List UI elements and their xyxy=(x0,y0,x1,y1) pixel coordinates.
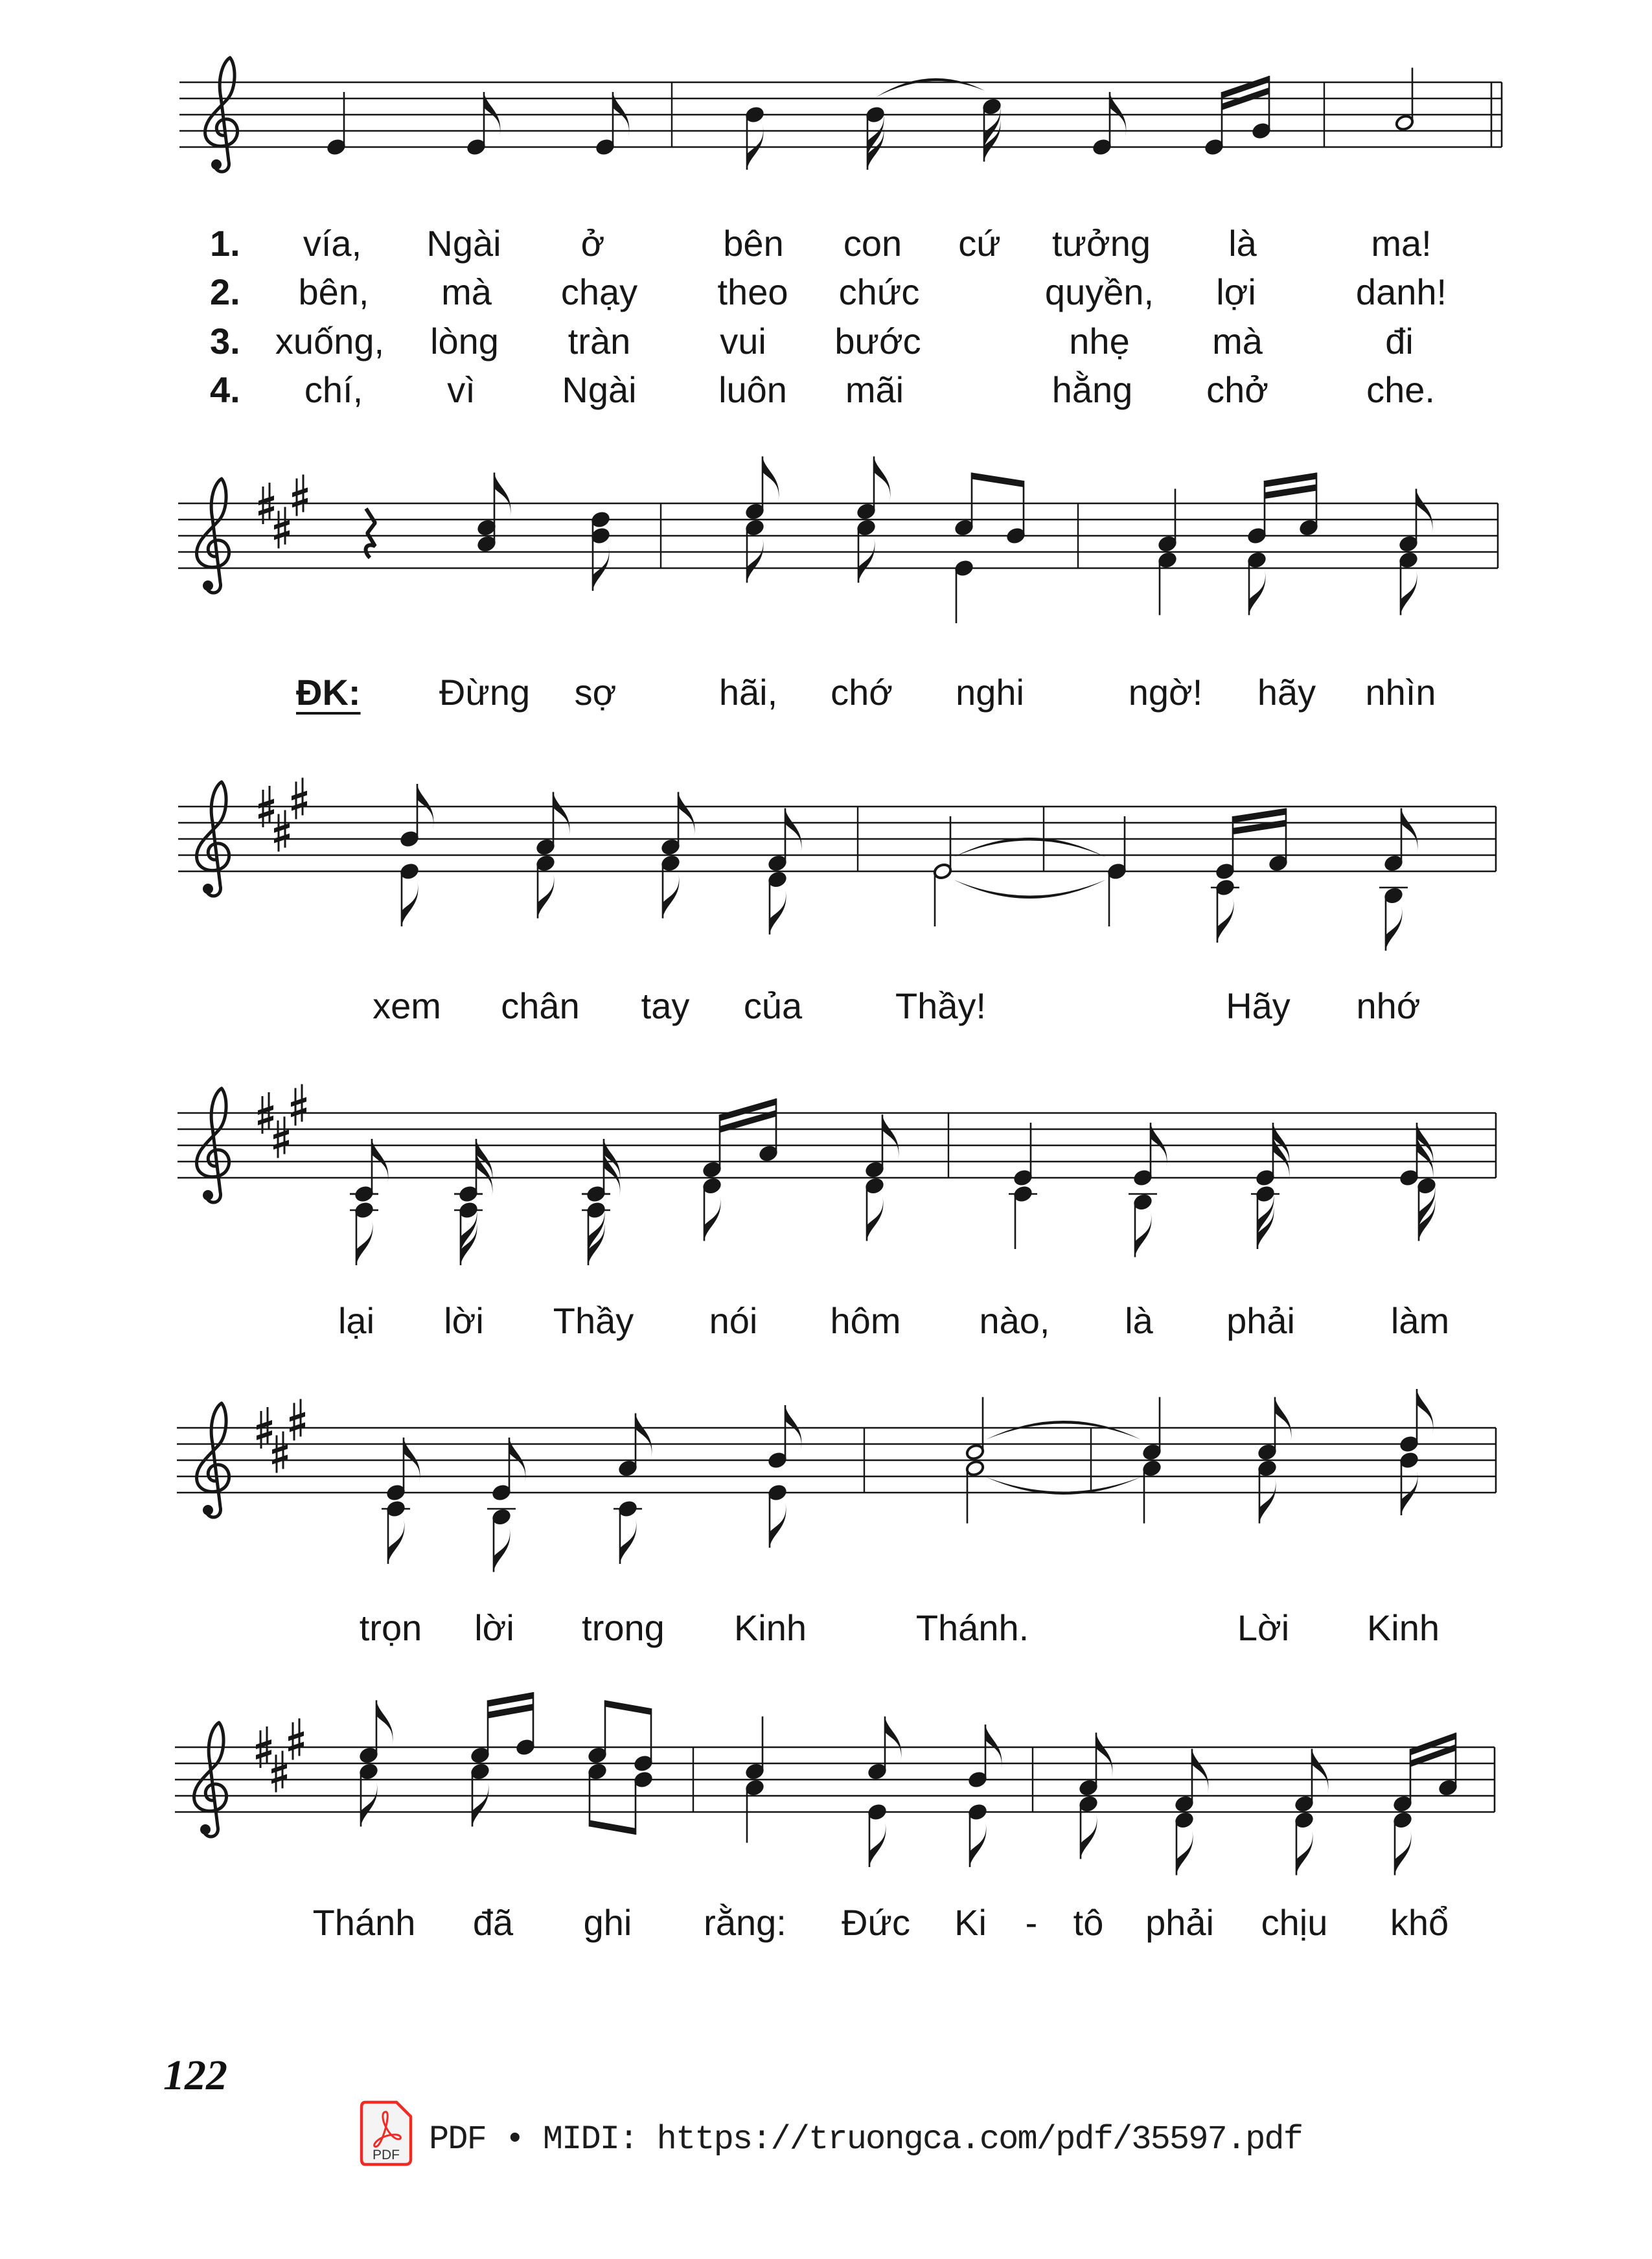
lyric-word: nói xyxy=(709,1300,758,1341)
lyric-word: ghi xyxy=(583,1901,632,1943)
lyric-word: tưởng xyxy=(1051,222,1151,264)
lyric-word: vía, xyxy=(303,222,362,264)
lyric-word: lòng xyxy=(430,320,499,361)
lyric-word: lời xyxy=(444,1300,484,1341)
lyric-word: luôn xyxy=(718,369,787,410)
lyric-word: Lời xyxy=(1237,1607,1290,1648)
lyric-word: bên, xyxy=(298,271,369,312)
verse-number: 4. xyxy=(210,369,240,410)
lyric-word: Ngài xyxy=(562,369,637,410)
lyric-word: nhìn xyxy=(1365,671,1436,713)
lyric-word: hãy xyxy=(1257,671,1316,713)
lyric-word: Kinh xyxy=(1366,1607,1440,1648)
pdf-url-link[interactable]: https://truongca.com/pdf/35597.pdf xyxy=(656,2120,1303,2159)
lyric-word: chớ xyxy=(831,671,893,713)
lyric-word: Đức xyxy=(842,1901,910,1943)
lyric-word: tràn xyxy=(568,320,631,361)
lyric-word: lại xyxy=(338,1300,375,1341)
lyric-word: Thầy xyxy=(553,1300,634,1341)
lyric-word: danh! xyxy=(1355,271,1447,312)
lyric-word: trọn xyxy=(359,1607,422,1648)
lyric-word: sợ xyxy=(574,671,617,713)
lyric-word: khổ xyxy=(1390,1901,1449,1943)
lyric-word: chí, xyxy=(304,369,363,410)
lyric-word: quyền, xyxy=(1044,271,1154,312)
lyric-word: ở xyxy=(580,222,605,264)
lyric-word: hãi, xyxy=(718,671,778,713)
lyric-word: lợi xyxy=(1216,271,1256,312)
lyric-word: hằng xyxy=(1051,369,1133,410)
lyric-word: là xyxy=(1125,1300,1153,1341)
lyric-word: mà xyxy=(1212,320,1263,361)
lyric-word: nhớ xyxy=(1356,985,1421,1026)
lyric-word: chịu xyxy=(1261,1901,1328,1943)
lyric-word: mãi xyxy=(845,369,904,410)
lyric-word: nghi xyxy=(956,671,1024,713)
pdf-icon-graphic xyxy=(360,2100,413,2166)
verse-number: 2. xyxy=(210,271,240,312)
lyric-word: Ngài xyxy=(426,222,501,264)
lyric-word: đi xyxy=(1385,320,1414,361)
lyric-word: nhẹ xyxy=(1069,320,1130,361)
lyric-word: Đừng xyxy=(439,671,531,713)
pdf-icon-label: PDF xyxy=(373,2148,400,2162)
lyric-word: xuống, xyxy=(275,320,385,361)
footer-prefix: PDF • MIDI: xyxy=(429,2120,657,2159)
lyric-word: ngờ! xyxy=(1128,671,1203,713)
footer-link-bar xyxy=(429,2120,1303,2159)
lyric-word: bước xyxy=(834,320,921,361)
lyric-word: bên xyxy=(723,222,784,264)
lyric-word: mà xyxy=(441,271,492,312)
lyric-word: đã xyxy=(472,1901,514,1943)
lyric-word: con xyxy=(843,222,902,264)
lyric-word: làm xyxy=(1390,1300,1450,1341)
lyric-word: lời xyxy=(474,1607,514,1648)
lyric-word: theo xyxy=(717,271,788,312)
lyric-word: che. xyxy=(1366,369,1435,410)
refrain-label: ĐK: xyxy=(296,671,361,713)
lyric-word: tay xyxy=(641,985,690,1026)
lyric-word: vì xyxy=(447,369,476,410)
pdf-file-icon[interactable] xyxy=(360,2100,413,2166)
lyric-word: Thầy! xyxy=(895,985,987,1026)
lyric-word: phải xyxy=(1226,1300,1295,1341)
lyric-word: tô xyxy=(1073,1901,1104,1943)
lyric-word: - xyxy=(1025,1901,1038,1943)
lyric-word: là xyxy=(1228,222,1257,264)
lyric-word: phải xyxy=(1145,1901,1214,1943)
lyric-word: Kinh xyxy=(733,1607,807,1648)
lyric-word: trong xyxy=(582,1607,665,1648)
lyric-word: chở xyxy=(1206,369,1268,410)
lyric-word: nào, xyxy=(979,1300,1050,1341)
lyric-word: chạy xyxy=(560,271,638,312)
lyric-word: ma! xyxy=(1371,222,1432,264)
page-number: 122 xyxy=(163,2052,227,2099)
lyric-word: cứ xyxy=(958,222,1001,264)
lyric-word: xem xyxy=(373,985,441,1026)
lyric-word: Thánh xyxy=(312,1901,416,1943)
lyric-word: Thánh. xyxy=(915,1607,1029,1648)
lyric-word: chức xyxy=(838,271,920,312)
lyric-word: của xyxy=(743,985,803,1026)
verse-number: 3. xyxy=(210,320,240,361)
lyric-word: chân xyxy=(501,985,580,1026)
lyric-word: Hãy xyxy=(1226,985,1291,1026)
lyric-word: Ki xyxy=(954,1901,987,1943)
verse-number: 1. xyxy=(210,222,240,264)
lyric-word: vui xyxy=(720,320,766,361)
lyric-word: rằng: xyxy=(704,1901,786,1943)
lyric-word: hôm xyxy=(830,1300,901,1341)
